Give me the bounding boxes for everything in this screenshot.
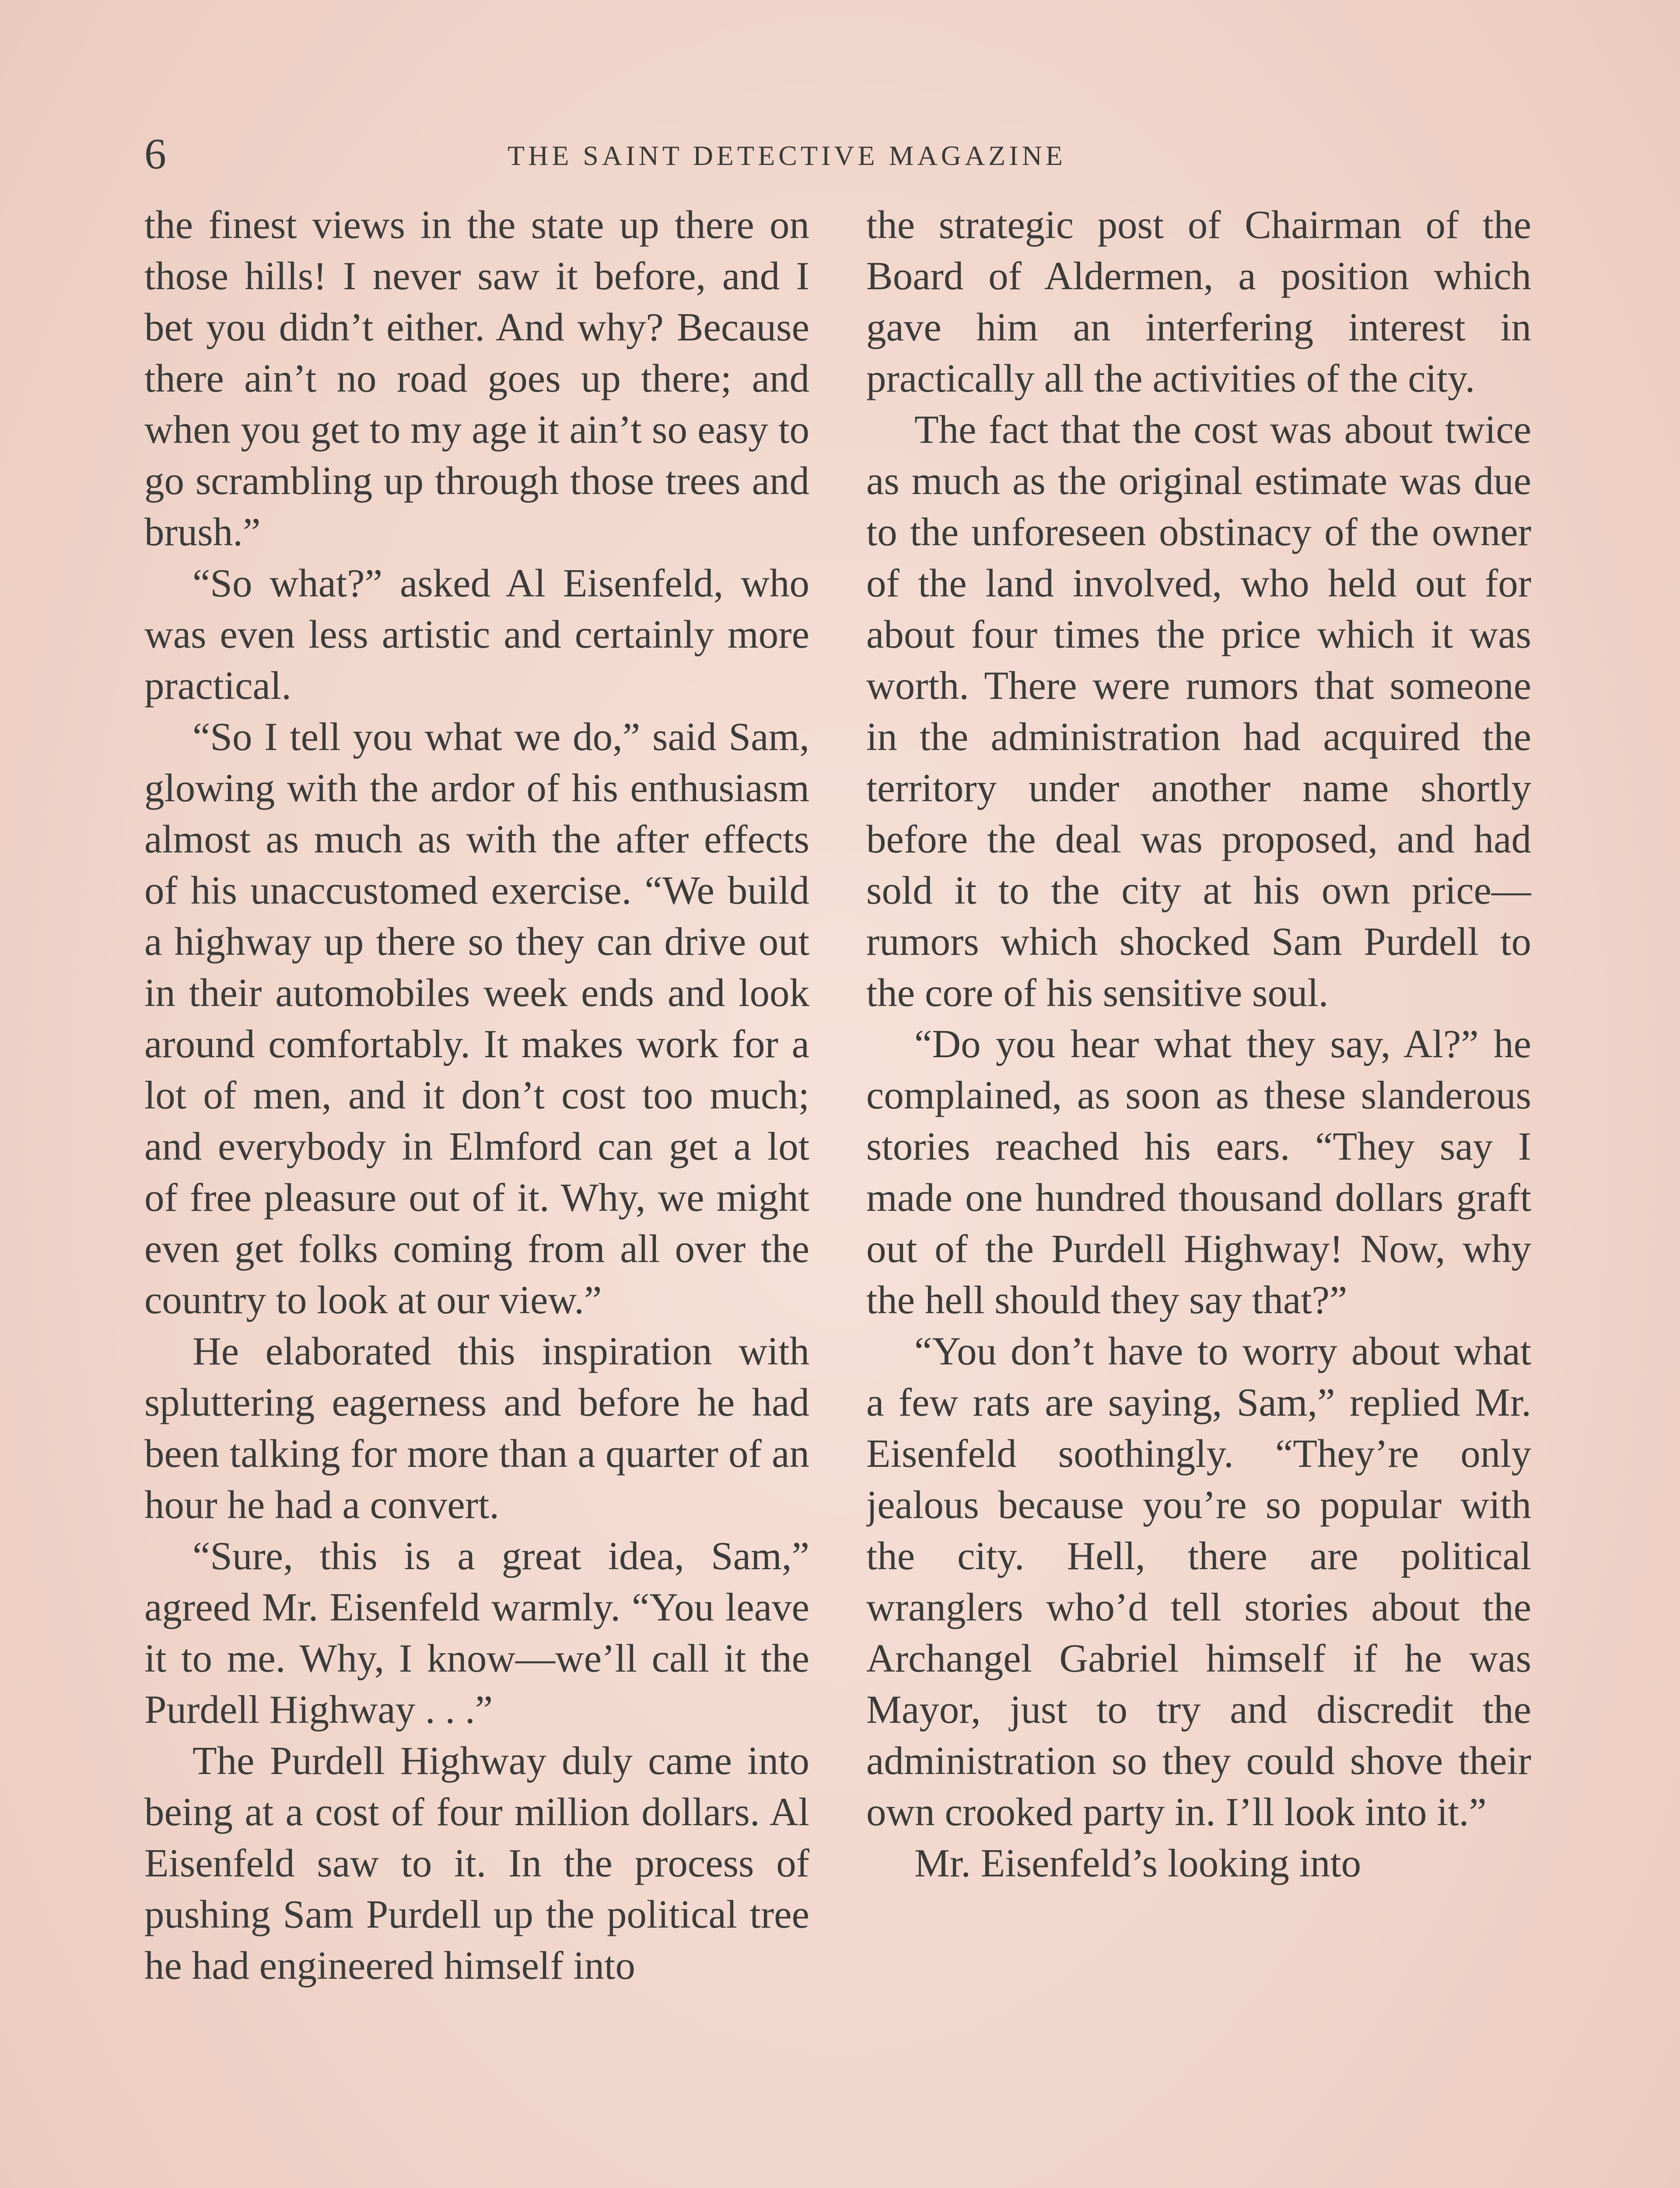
page-number: 6 bbox=[144, 130, 166, 178]
paragraph: “So I tell you what we do,” said Sam, glowing with the ardor of his enthusiasm almost as much as with the after effects of his unaccustomed exercise. “We build a highway up there so they can drive out in their automobiles week ends and look around comfortably. It makes work for a lot of men, and it don’t cost too much; and everybody in Elmford can get a lot of free pleasure out of it. Why, we might even get folks coming from all over the country to look at our view.” bbox=[144, 715, 809, 1322]
right-column bbox=[866, 199, 1531, 2188]
paragraph: “Do you hear what they say, Al?” he complained, as soon as these slanderous stories reached his ears. “They say I made one hundred thousand dollars graft out of the Purdell Highway! Now, why the hell should they say that?” bbox=[866, 1022, 1531, 1322]
paragraph: “You don’t have to worry about what a few rats are saying, Sam,” replied Mr. Eisenfeld soothingly. “They’re only jealous because you’re so popular with the city. Hell, there are political wranglers who’d tell stories about the Archangel Gabriel himself if he was Mayor, just to try and discredit the administration so they could shove their own crooked party in. I’ll look into it.” bbox=[866, 1329, 1531, 1834]
left-column bbox=[144, 199, 809, 2188]
paragraph: The Purdell Highway duly came into being at a cost of four million dollars. Al Eisenfeld saw to it. In the process of pushing Sam Purdell up the political tree he had engineered himself into bbox=[144, 1739, 809, 1988]
paragraph: He elaborated this inspiration with spluttering eagerness and before he had been talking for more than a quarter of an hour he had a convert. bbox=[144, 1329, 809, 1527]
paragraph: “So what?” asked Al Eisenfeld, who was even less artistic and certainly more practical. bbox=[144, 561, 809, 708]
paragraph: the strategic post of Chairman of the Board of Aldermen, a position which gave him an interfering interest in practically all the activities of the city. bbox=[866, 203, 1531, 400]
paragraph: the finest views in the state up there on those hills! I never saw it before, and I bet you didn’t either. And why? Because there ain’t no road goes up there; and when you get to my age it ain’t so easy to go scrambling up through those trees and brush.” bbox=[144, 203, 809, 554]
paragraph: The fact that the cost was about twice as much as the original estimate was due to the unforeseen obstinacy of the owner of the land involved, who held out for about four times the price which it was worth. There were rumors that someone in the administration had acquired the territory under another name shortly before the deal was proposed, and had sold it to the city at his own price—rumors which shocked Sam Purdell to the core of his sensitive soul. bbox=[866, 407, 1531, 1015]
running-title: THE SAINT DETECTIVE MAGAZINE bbox=[508, 140, 1066, 171]
paragraph: Mr. Eisenfeld’s looking into bbox=[914, 1841, 1362, 1885]
page-header bbox=[144, 128, 1544, 180]
paragraph: “Sure, this is a great idea, Sam,” agreed Mr. Eisenfeld warmly. “You leave it to me. Why, I know—we’ll call it the Purdell Highway . . .” bbox=[144, 1534, 809, 1732]
